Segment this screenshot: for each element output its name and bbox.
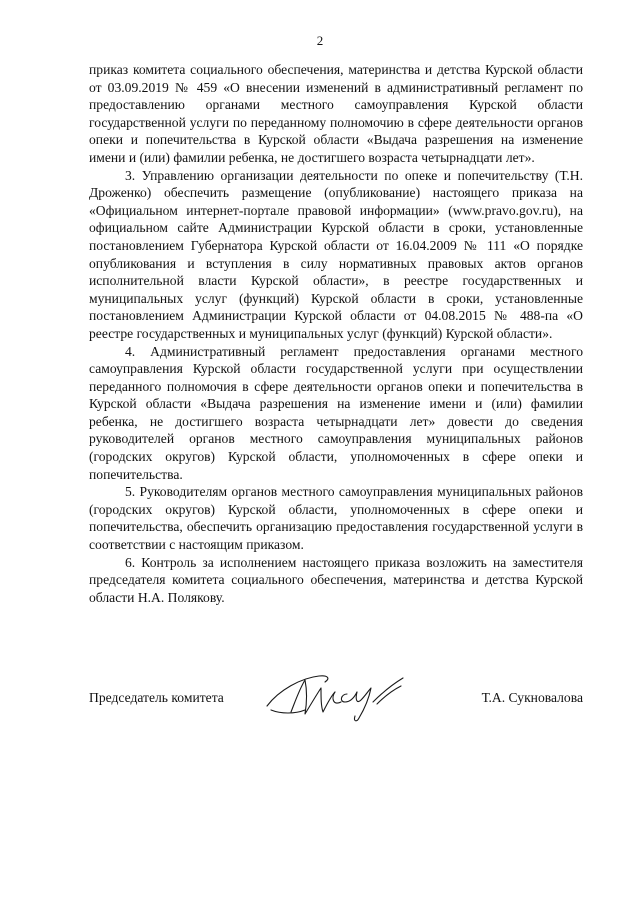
paragraph-item-6: 6. Контроль за исполнением настоящего приказа возложить на заместителя председателя комитета социального обеспечения, материнства и детства Курской области Н.А. Полякову. <box>89 554 583 605</box>
signer-name: Т.А. Сукновалова <box>481 690 583 705</box>
page-number: 2 <box>316 33 324 48</box>
handwritten-signature-icon <box>261 668 409 724</box>
paragraph-item-3: 3. Управлению организации деятельности по опеке и попечительству (Т.Н. Дроженко) обеспечить размещение (опубликование) настоящего приказа на «Официальном интернет-портале правовой информации» (www.pravo.gov.ru), на официальном сайте Администрации Курской области в сроки, установленные постановлением Губернатора Курской области от 16.04.2009 № 111 «О порядке опубликования и вступления в силу нормативных правовых актов органов исполнительной власти Курской области», в реестре государственных и муниципальных услуг (функций) Курской области в сроки, установленные постановлением Администрации Курской области от 04.08.2015 № 488-па «О реестре государственных и муниципальных услуг (функций) Курской области». <box>89 167 583 341</box>
signer-position: Председатель комитета <box>89 690 224 705</box>
paragraph-item-5: 5. Руководителям органов местного самоуправления муниципальных районов (городских округов) Курской области, уполномоченных в сфере опеки и попечительства, обеспечить организацию предоставления государственной услуги в соответствии с настоящим приказом. <box>89 484 583 553</box>
document-body <box>89 61 583 606</box>
signature-block <box>89 668 583 728</box>
paragraph-continuation: приказ комитета социального обеспечения, материнства и детства Курской области от 03.09.2019 № 459 «О внесении изменений в административный регламент по предоставлению органами местного самоуправления Курской области государственной услуги по переданному полномочию в сфере деятельности органов опеки и попечительства в Курской области «Выдача разрешения на изменение имени и (или) фамилии ребенка, не достигшего возраста четырнадцати лет». <box>89 62 583 165</box>
paragraph-item-4: 4. Административный регламент предоставления органами местного самоуправления Курской области государственной услуги при осуществлении переданного полномочия в сфере деятельности органов опеки и попечительства в Курской области «Выдача разрешения на изменение имени и (или) фамилии ребенка, не достигшего возраста четырнадцати лет» довести до сведения руководителей органов местного самоуправления муниципальных районов (городских округов) Курской области, уполномоченных в сфере опеки и попечительства. <box>89 343 583 482</box>
